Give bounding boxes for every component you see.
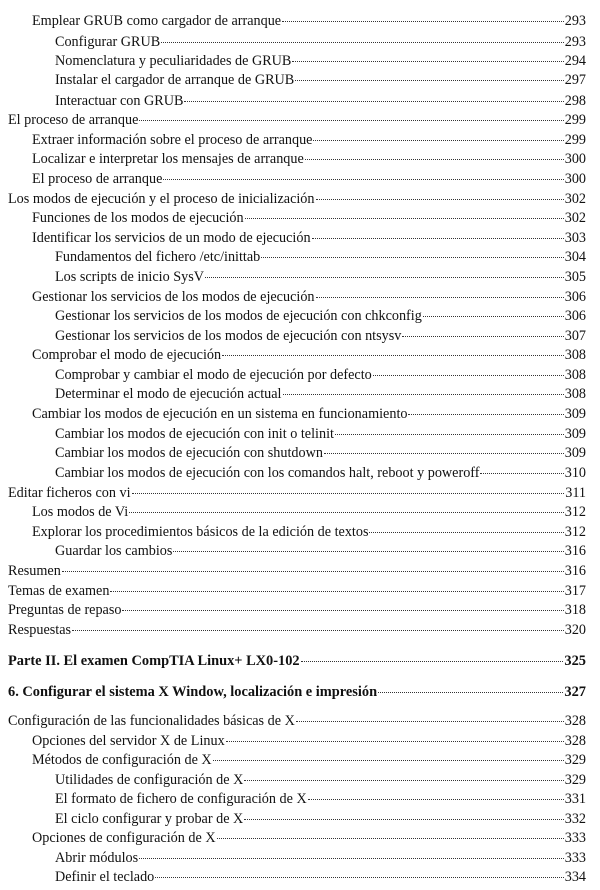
toc-entry	[0, 248, 600, 266]
toc-page-number: 329	[564, 772, 586, 788]
dot-leader	[110, 591, 563, 592]
dot-leader	[244, 819, 563, 820]
toc-entry	[0, 849, 600, 867]
dot-leader	[129, 512, 563, 513]
toc-entry-title: Opciones de configuración de X	[32, 830, 216, 846]
dot-leader	[301, 661, 564, 662]
toc-page-number: 311	[565, 485, 586, 501]
toc-page-number: 328	[564, 713, 586, 729]
toc-entry-title: Interactuar con GRUB	[55, 93, 184, 109]
dot-leader	[173, 551, 563, 552]
toc-entry-title: Configurar GRUB	[55, 34, 161, 50]
toc-entry-title: Cambiar los modos de ejecución con los comandos halt, reboot y poweroff	[55, 465, 480, 481]
toc-entry-title: Nomenclatura y peculiaridades de GRUB	[55, 53, 292, 69]
dot-leader	[283, 394, 564, 395]
toc-page-number: 309	[564, 445, 586, 461]
toc-entry	[0, 732, 600, 750]
toc-entry	[0, 71, 600, 89]
dot-leader	[292, 61, 563, 62]
dot-leader	[296, 721, 564, 722]
toc-part-heading	[0, 683, 600, 701]
toc-entry	[0, 366, 600, 384]
dot-leader	[373, 375, 564, 376]
toc-page-number: 310	[564, 465, 586, 481]
toc-entry	[0, 712, 600, 730]
toc-page-number: 312	[564, 504, 586, 520]
dot-leader	[205, 277, 564, 278]
toc-entry-title: El ciclo configurar y probar de X	[55, 811, 244, 827]
toc-entry-title: Opciones del servidor X de Linux	[32, 733, 225, 749]
dot-leader	[378, 692, 563, 693]
dot-leader	[295, 80, 563, 81]
dot-leader	[480, 473, 563, 474]
dot-leader	[316, 297, 564, 298]
toc-page-number: 325	[564, 653, 586, 669]
toc-entry-title: Cambiar los modos de ejecución en un sistema en funcionamiento	[32, 406, 408, 422]
toc-entry-title: Fundamentos del fichero /etc/inittab	[55, 249, 261, 265]
toc-entry-title: Guardar los cambios	[55, 543, 173, 559]
toc-entry-title: Extraer información sobre el proceso de arranque	[32, 132, 313, 148]
toc-entry-title: Determinar el modo de ejecución actual	[55, 386, 282, 402]
toc-entry-title: Funciones de los modos de ejecución	[32, 210, 244, 226]
toc-entry	[0, 464, 600, 482]
toc-page-number: 316	[564, 563, 586, 579]
dot-leader	[161, 42, 564, 43]
toc-entry-title: Cambiar los modos de ejecución con init o telinit	[55, 426, 334, 442]
dot-leader	[369, 532, 563, 533]
toc-entry	[0, 582, 600, 600]
toc-page-number: 328	[564, 733, 586, 749]
toc-entry-title: Parte II. El examen CompTIA Linux+ LX0-102	[8, 653, 300, 669]
toc-page-number: 308	[564, 386, 586, 402]
toc-entry	[0, 92, 600, 110]
dot-leader	[312, 238, 564, 239]
toc-page-number: 293	[564, 34, 586, 50]
toc-entry	[0, 484, 600, 502]
toc-entry	[0, 562, 600, 580]
toc-page-number: 300	[564, 151, 586, 167]
toc-entry-title: Los modos de ejecución y el proceso de inicialización	[8, 191, 315, 207]
toc-page-number: 302	[564, 210, 586, 226]
toc-page-number: 298	[564, 93, 586, 109]
toc-entry	[0, 771, 600, 789]
dot-leader	[261, 257, 563, 258]
toc-entry	[0, 621, 600, 639]
toc-entry	[0, 111, 600, 129]
dot-leader	[316, 199, 564, 200]
toc-entry-title: Gestionar los servicios de los modos de ejecución con chkconfig	[55, 308, 422, 324]
dot-leader	[139, 120, 563, 121]
dot-leader	[324, 453, 564, 454]
toc-entry	[0, 170, 600, 188]
toc-page-number: 331	[564, 791, 586, 807]
toc-entry-title: El proceso de arranque	[8, 112, 139, 128]
toc-entry	[0, 523, 600, 541]
toc-entry	[0, 868, 600, 886]
toc-entry	[0, 229, 600, 247]
toc-page-number: 306	[564, 308, 586, 324]
toc-entry-title: Temas de examen	[8, 583, 110, 599]
dot-leader	[163, 179, 563, 180]
toc-page-number: 308	[564, 367, 586, 383]
toc-page-number: 307	[564, 328, 586, 344]
toc-entry-title: Comprobar el modo de ejecución	[32, 347, 222, 363]
toc-entry	[0, 790, 600, 808]
dot-leader	[308, 799, 564, 800]
toc-entry-title: Resumen	[8, 563, 61, 579]
toc-entry-title: Editar ficheros con vi	[8, 485, 131, 501]
dot-leader	[423, 316, 564, 317]
toc-page-number: 333	[564, 850, 586, 866]
toc-entry-title: Definir el teclado	[55, 869, 155, 885]
dot-leader	[72, 630, 564, 631]
toc-page-number: 294	[564, 53, 586, 69]
dot-leader	[217, 838, 564, 839]
toc-entry-title: Gestionar los servicios de los modos de ejecución	[32, 289, 315, 305]
dot-leader	[313, 140, 563, 141]
toc-page-number: 299	[564, 112, 586, 128]
toc-entry-title: Respuestas	[8, 622, 72, 638]
toc-entry-title: Los scripts de inicio SysV	[55, 269, 204, 285]
toc-page-number: 332	[564, 811, 586, 827]
dot-leader	[245, 218, 564, 219]
toc-page-number: 318	[564, 602, 586, 618]
toc-entry-title: Emplear GRUB como cargador de arranque	[32, 13, 282, 29]
toc-entry-title: Configuración de las funcionalidades básicas de X	[8, 713, 295, 729]
toc-page-number: 309	[564, 406, 586, 422]
toc-entry	[0, 307, 600, 325]
toc-page-number: 293	[564, 13, 586, 29]
dot-leader	[335, 434, 564, 435]
toc-entry	[0, 12, 600, 30]
dot-leader	[213, 760, 564, 761]
toc-page-number: 309	[564, 426, 586, 442]
toc-entry	[0, 810, 600, 828]
toc-entry	[0, 190, 600, 208]
toc-entry	[0, 346, 600, 364]
dot-leader	[122, 610, 563, 611]
toc-entry	[0, 444, 600, 462]
toc-page-number: 327	[564, 684, 586, 700]
toc-page-number: 305	[564, 269, 586, 285]
toc-entry-title: Preguntas de repaso	[8, 602, 122, 618]
dot-leader	[402, 336, 563, 337]
toc-entry-title: Métodos de configuración de X	[32, 752, 212, 768]
dot-leader	[184, 101, 563, 102]
dot-leader	[62, 571, 564, 572]
toc-page-number: 302	[564, 191, 586, 207]
dot-leader	[226, 741, 564, 742]
dot-leader	[155, 877, 563, 878]
toc-entry	[0, 209, 600, 227]
toc-page-number: 297	[564, 72, 586, 88]
toc-entry	[0, 150, 600, 168]
toc-entry-title: Comprobar y cambiar el modo de ejecución por defecto	[55, 367, 372, 383]
toc-page-number: 299	[564, 132, 586, 148]
dot-leader	[282, 21, 564, 22]
toc-entry-title: Los modos de Vi	[32, 504, 129, 520]
dot-leader	[132, 493, 565, 494]
toc-entry	[0, 751, 600, 769]
toc-page-number: 303	[564, 230, 586, 246]
toc-entry	[0, 542, 600, 560]
toc-entry-title: Gestionar los servicios de los modos de ejecución con ntsysv	[55, 328, 402, 344]
toc-entry	[0, 425, 600, 443]
toc-entry-title: Utilidades de configuración de X	[55, 772, 244, 788]
toc-entry	[0, 327, 600, 345]
toc-entry	[0, 268, 600, 286]
toc-entry-title: Identificar los servicios de un modo de ejecución	[32, 230, 311, 246]
toc-page-number: 333	[564, 830, 586, 846]
toc-page-number: 316	[564, 543, 586, 559]
toc-entry	[0, 503, 600, 521]
toc-entry-title: Explorar los procedimientos básicos de la edición de textos	[32, 524, 369, 540]
toc-entry	[0, 131, 600, 149]
toc-page-number: 300	[564, 171, 586, 187]
toc-entry-title: Localizar e interpretar los mensajes de arranque	[32, 151, 304, 167]
toc-entry	[0, 829, 600, 847]
dot-leader	[305, 159, 564, 160]
toc-entry-title: El proceso de arranque	[32, 171, 163, 187]
toc-page-number: 304	[564, 249, 586, 265]
toc-entry	[0, 33, 600, 51]
toc-page-number: 334	[564, 869, 586, 885]
toc-entry	[0, 601, 600, 619]
toc-page-number: 320	[564, 622, 586, 638]
toc-page-number: 308	[564, 347, 586, 363]
dot-leader	[139, 858, 564, 859]
toc-entry-title: 6. Configurar el sistema X Window, localización e impresión	[8, 684, 378, 700]
dot-leader	[408, 414, 563, 415]
toc-entry	[0, 385, 600, 403]
dot-leader	[222, 355, 564, 356]
toc-entry-title: Cambiar los modos de ejecución con shutdown	[55, 445, 323, 461]
toc-entry	[0, 288, 600, 306]
dot-leader	[244, 780, 563, 781]
toc-entry	[0, 52, 600, 70]
toc-page-number: 329	[564, 752, 586, 768]
toc-entry-title: Instalar el cargador de arranque de GRUB	[55, 72, 295, 88]
toc-page-number: 312	[564, 524, 586, 540]
toc-entry	[0, 405, 600, 423]
toc-page-number: 317	[564, 583, 586, 599]
toc-page-number: 306	[564, 289, 586, 305]
toc-part-heading	[0, 652, 600, 670]
toc-entry-title: Abrir módulos	[55, 850, 139, 866]
toc-entry-title: El formato de fichero de configuración de X	[55, 791, 307, 807]
